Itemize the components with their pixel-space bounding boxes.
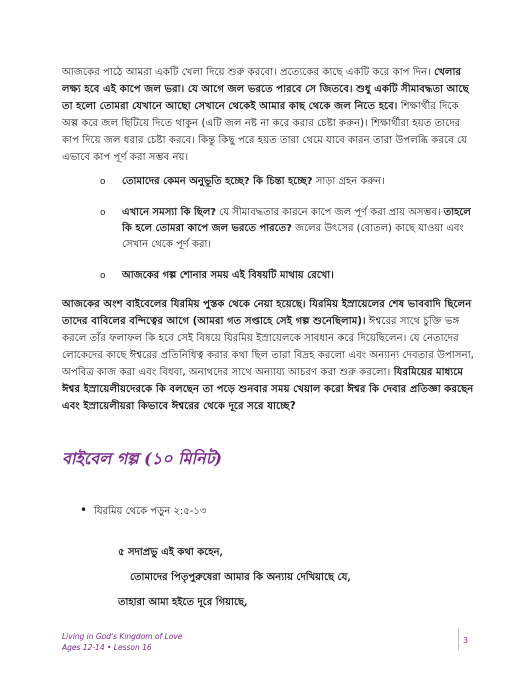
question-bold: আজকের গল্প শোনার সময় এই বিষয়টি মাথায় রেখো। [122, 270, 334, 281]
question-bold: এখানে সমস্যা কি ছিল? [122, 207, 217, 218]
footer-series: Living in God's Kingdom of Love [62, 632, 183, 641]
intro-text-2: খেলার লক্ষ্য হবে এই কাপে জল ভরা। যে আগে জল ভরতে পারবে সে জিতবে। শুধু একটি সীমাবদ্ধতা আছে তা হলো তোমরা যেখানে আছো সেখানে থেকেই আমার কাছ থেকে জল নিতে হবে। [62, 67, 469, 112]
intro-text-3: শিক্ষার্থীর দিকে অল্প করে জল ছিটিয়ে দিতে থাকুন (এটি জল নষ্ট না করে করার চেষ্টা করুন)। শিক্ষার্থীরা হয়ত তাদের কাপ দিয়ে জল ধরার চেষ্টা করবে। কিন্তু কিছু পরে হয়ত তারা থেমে যাবে কারন তারা উপলব্ধি করবে যে এভাবে কাপ পূর্ণ করা সম্ভব নয়। [62, 101, 468, 163]
page-number: 3 [463, 636, 469, 645]
reading-list [80, 504, 206, 521]
context-paragraph [62, 296, 474, 415]
intro-paragraph [62, 64, 474, 166]
footer-title [62, 631, 182, 653]
question-note: যে সীমাবদ্ধতার কারনে কাপে জল পূর্ণ করা প্রায় অসম্ভব। [216, 207, 441, 218]
verse-line: ৫ সদাপ্রভু এই কথা কহেন, [118, 547, 223, 558]
read-instruction: • যিরমিয় থেকে পড়ুন ২:৫-১৩ [80, 504, 206, 521]
verse-line: তাহারা আমা হইতে দূরে গিয়াছে, [118, 597, 248, 608]
context-text-3: যিরমিয়ের মাধ্যমে ঈশ্বর ইস্রায়েলীয়দেরকে কি বলছেন তা পড়ে শুনবার সময় খেয়াল করো ঈশ্বর কি দেবার প্রতিজ্ঞা করছেন এবং ইস্রায়েলীয়রা কিভাবে ঈশ্বরের থেকে দূরে সরে যাচ্ছে? [62, 367, 474, 412]
footer-divider [458, 628, 459, 650]
footer-lesson: Ages 12-14 • Lesson 16 [62, 643, 152, 652]
list-item [100, 205, 480, 253]
question-bold: তোমাদের কেমন অনুভূতি হচ্ছে? কি চিন্তা হচ্ছে? [122, 176, 313, 187]
question-bold: তাহলে কি হলে তোমরা কাপে জল ভরতে পারতে? [122, 207, 471, 234]
scripture-passage [118, 540, 478, 615]
context-text-2: ঈশ্বরের সাথে চুক্তি ভঙ্গ করলে তাঁর ফলাফল কি হবে সেই বিষয়ে যিরমিয় ইস্রায়েলকে সাবধান করে দিয়েছিলেন। যে নেতাদের লোকেদের কাছে ঈশ্বরের প্রতিনিধিত্ব করার কথা ছিল তারা বিদ্রহ করলো এবং অন্যান্য দেবতার উপাসনা, অপবিত্র কাজ করা এবং বিধবা, অনাথদের সাথে অন্যায্য আচরণ করা শুরু করলো। [62, 316, 474, 378]
section-heading: বাইবেল গল্প (১০ মিনিট) [62, 449, 222, 468]
question-note: জলের উৎসের (বোতল) কাছে যাওয়া এবং সেখান থেকে পূর্ণ করা। [122, 223, 464, 250]
list-item [100, 268, 480, 284]
discussion-questions [100, 174, 480, 299]
verse-line: তোমাদের পিতৃপুরুষেরা আমার কি অন্যায় দেখিয়াছে যে, [130, 572, 351, 583]
intro-text-1: আজকের পাঠে আমরা একটি খেলা দিয়ে শুরু করবো। প্রত্যেকের কাছে একটি করে কাপ দিন। [62, 67, 431, 78]
list-item [100, 174, 480, 190]
context-text-1: আজকের অংশ বাইবেলের যিরমিয় পুস্তক থেকে নেয়া হয়েছে। যিরমিয় ইস্রায়েলের শেষ ভাববাদি ছিলেন তাদের বাবিলের বন্দিত্বের আগে (আমরা গত সপ্তাহে সেই গল্প শুনেছিলাম)। [62, 299, 472, 327]
question-note: সাড়া গ্রহন করুন। [312, 176, 385, 187]
